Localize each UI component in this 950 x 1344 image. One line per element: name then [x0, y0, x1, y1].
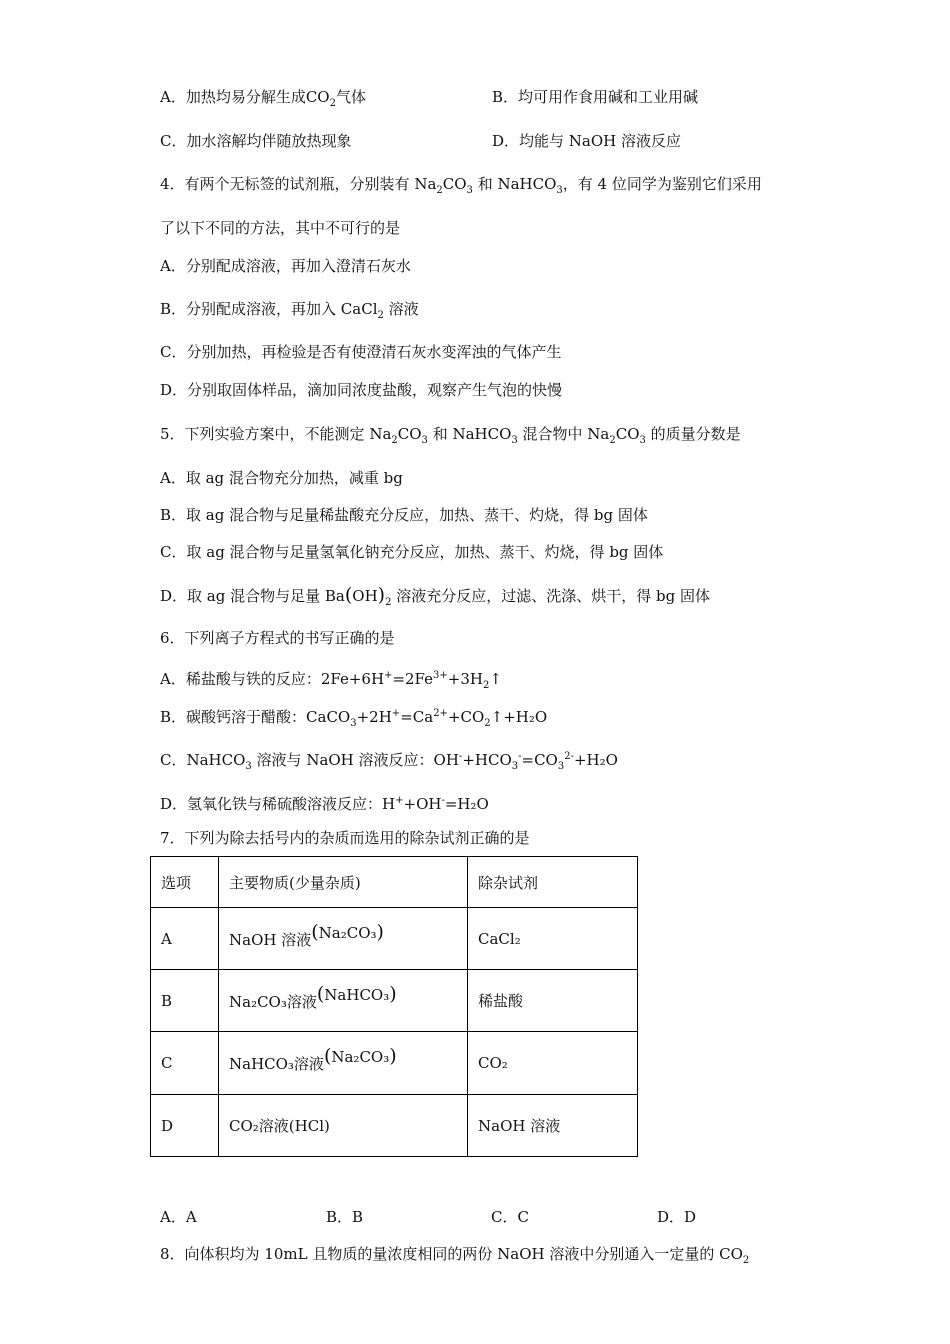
q6-stem: 6．下列离子方程式的书写正确的是 — [160, 629, 395, 647]
q3-option-b: B．均可用作食用碱和工业用碱 — [492, 88, 699, 106]
table-row — [151, 970, 638, 1032]
q5-stem: 5．下列实验方案中，不能测定 $Na_2CO_3$ 和 NaHCO$_3$ 混合物中 $Na_2CO_3$ 的质量分数是 — [160, 425, 741, 446]
q5-option-a: A．取 ag 混合物充分加热，减重 bg — [160, 469, 403, 487]
reagent-cell: 稀盐酸 — [468, 970, 638, 1032]
table-header-row — [151, 857, 638, 908]
q3-option-c: C．加水溶解均伴随放热现象 — [160, 132, 352, 150]
q3-option-d: D．均能与 NaOH 溶液反应 — [492, 132, 682, 150]
substance-cell: CO₂溶液(HCl) — [219, 1095, 468, 1157]
q5-option-d: D．取 ag 混合物与足量 $Ba(OH)_2$ 溶液充分反应，过滤、洗涤、烘干，得 bg 固体 — [160, 584, 710, 608]
table-row — [151, 1095, 638, 1157]
q4-option-a: A．分别配成溶液，再加入澄清石灰水 — [160, 257, 411, 275]
option-cell: C — [151, 1032, 219, 1095]
q7-table — [150, 856, 638, 1157]
q6-option-b: B．碳酸钙溶于醋酸：$CaCO_3+2H^+=Ca^{2+}+CO_2↑+H_2O$ — [160, 708, 548, 729]
q8-stem: 8．向体积均为 10mL 且物质的量浓度相同的两份 NaOH 溶液中分别通入一定量的 $CO_2$ — [160, 1245, 750, 1266]
header-cell: 除杂试剂 — [468, 857, 638, 908]
option-cell: A — [151, 908, 219, 970]
q4-option-b: B．分别配成溶液，再加入 CaCl$_2$ 溶液 — [160, 300, 419, 321]
option-cell: B — [151, 970, 219, 1032]
table-row — [151, 1032, 638, 1095]
reagent-cell: CaCl₂ — [468, 908, 638, 970]
q6-option-c: C．NaHCO$_3$ 溶液与 NaOH 溶液反应：$OH^-+HCO_3^-=CO_3^{2-}+H_2O$ — [160, 751, 618, 772]
q7-choice-b: B．B — [326, 1208, 364, 1226]
q7-choice-d: D．D — [657, 1208, 697, 1226]
q3-option-a: A．加热均易分解生成$CO_2$气体 — [160, 88, 366, 109]
q4-stem-line1: 4．有两个无标签的试剂瓶，分别装有 $Na_2CO_3$ 和 NaHCO$_3$，有 4 位同学为鉴别它们采用 — [160, 175, 762, 196]
q6-option-a: A．稀盐酸与铁的反应：$2Fe+6H^+=2Fe^{3+}+3H_2↑$ — [160, 670, 502, 691]
substance-cell: Na₂CO₃溶液(NaHCO₃) — [219, 970, 468, 1032]
q5-option-b: B．取 ag 混合物与足量稀盐酸充分反应，加热、蒸干、灼烧，得 bg 固体 — [160, 506, 648, 524]
q4-option-d: D．分别取固体样品，滴加同浓度盐酸，观察产生气泡的快慢 — [160, 381, 563, 399]
reagent-cell: CO₂ — [468, 1032, 638, 1095]
q4-stem-line2: 了以下不同的方法，其中不可行的是 — [160, 219, 401, 237]
q7-choice-a: A．A — [160, 1208, 197, 1226]
substance-cell: NaHCO₃溶液(Na₂CO₃) — [219, 1032, 468, 1095]
q7-choice-c: C．C — [491, 1208, 529, 1226]
header-cell: 主要物质(少量杂质) — [219, 857, 468, 908]
table-row — [151, 908, 638, 970]
q7-stem: 7．下列为除去括号内的杂质而选用的除杂试剂正确的是 — [160, 829, 530, 847]
q4-option-c: C．分别加热，再检验是否有使澄清石灰水变浑浊的气体产生 — [160, 343, 562, 361]
header-cell: 选项 — [151, 857, 219, 908]
q6-option-d: D．氢氧化铁与稀硫酸溶液反应：H++OH-=H₂O — [160, 795, 489, 813]
q5-option-c: C．取 ag 混合物与足量氢氧化钠充分反应，加热、蒸干、灼烧，得 bg 固体 — [160, 543, 664, 561]
option-cell: D — [151, 1095, 219, 1157]
substance-cell: NaOH 溶液(Na₂CO₃) — [219, 908, 468, 970]
reagent-cell: NaOH 溶液 — [468, 1095, 638, 1157]
